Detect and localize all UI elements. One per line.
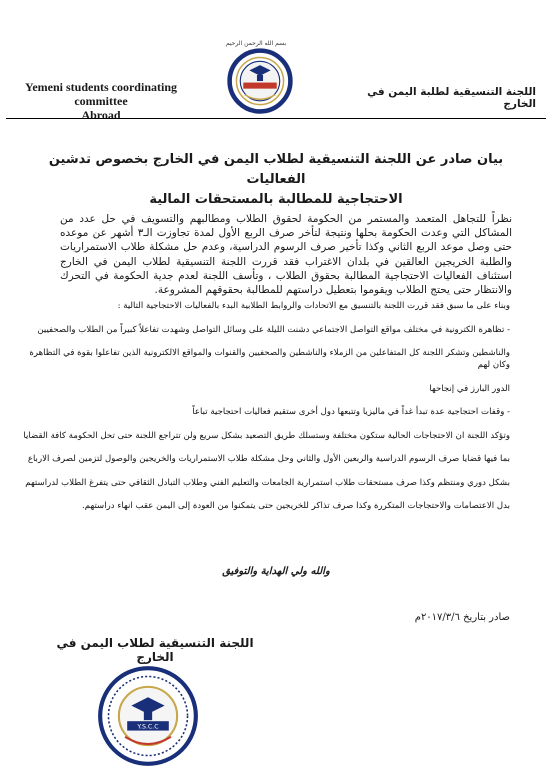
issue-date: صادر بتاريخ ٢٠١٧/٣/٦م	[414, 612, 510, 623]
title-line1: بيان صادر عن اللجنة التنسيقية لطلاب اليمن في الخارج بخصوص تدشين الفعاليات	[48, 152, 504, 187]
handwritten-line: وتؤكد اللجنة ان الاحتجاجات الحالية ستكون مختلفة وستسلك طريق التصعيد بشكل سريع ولن تتراجع اللجنة حتى تحل الحكومة كافة القضايا	[23, 430, 510, 441]
english-name-line2: Abroad	[81, 108, 121, 122]
handwritten-line: وبناء على ما سبق فقد قررت اللجنة بالتنسيق مع الاتحادات والروابط الطلابية البدء بالفعاليات الاحتجاجية التالية :	[117, 301, 510, 311]
english-name-line1: Yemeni students coordinating committee	[24, 80, 177, 108]
handwritten-line: بشكل دوري ومنتظم وكذا صرف مستحقات طلاب استمرارية الجامعات والتعليم الفني وطلاب التبادل الثقافي حتى يتفرغ الطلاب لدراستهم	[25, 477, 510, 488]
header-divider	[6, 118, 546, 119]
seal-badge-text: Y.S.C.C	[137, 723, 159, 731]
committee-logo-icon	[222, 40, 298, 116]
handwritten-line: بدل الاعتصامات والاحتجاجات المتكررة وكذا صرف تذاكر للخريجين حتى يتمكنوا من العودة إلى اليمن عقب انهاء دراستهم.	[82, 501, 510, 511]
logo-caption: بسم الله الرحمن الرحيم	[225, 40, 287, 47]
statement-paragraph: نظراً للتجاهل المتعمد والمستمر من الحكومة لحقوق الطلاب ومطالبهم والتسويف في حل عدد من المشاكل التي وعدت الحكومة بحلها ونتيجة لتأخر صرف الربع الأول لمدة تجاوزت الـ٣ أشهر عن موعده حتى وصل موعد الربع الثاني وكذا تأخير صرف الرسوم الدراسية، وعدم حل مشكلة طلاب الاستمراريات والطلبة الخريجين العالقين في بلدان الاغتراب فقد قررت اللجنة التنسيقية لطلاب اليمن في الخارج استئناف الفعاليات الاحتجاجية المطالبة بحقوق الطلاب ، وتأسف اللجنة لعدم جدية الحكومة في التحرك والانتظار حتى يحتج الطلاب ويقوموا بتعطيل دراستهم للمطالبة بحقوقهم المشروعة.	[60, 213, 512, 297]
handwritten-line: - وقفات احتجاجية عدة تبدأ غداً في ماليزيا وتتبعها دول أخرى ستقيم فعاليات احتجاجية تباعاً	[192, 407, 510, 417]
committee-arabic-name: اللجنة التنسيقية لطلبة اليمن في الخارج	[367, 86, 536, 110]
handwritten-line: بما فيها قضايا صرف الرسوم الدراسية والربعين الأول والثاني وحل مشكلة طلاب الاستمراريات والخريجين والوصول لتزمين لصرف الارباع	[27, 454, 510, 464]
handwritten-line: والناشطين وتشكر اللجنة كل المتفاعلين من الزملاء والناشطين والصحفيين والقنوات والمواقع الالكترونية الذين تفاعلوا بقوة في التظاهرة وكان لهم	[29, 348, 510, 370]
committee-seal-icon	[96, 664, 200, 768]
committee-english-name	[6, 80, 196, 122]
closing-phrase: والله ولي الهداية والتوفيق	[222, 566, 330, 577]
handwritten-line: - تظاهرة الكترونية في مختلف مواقع التواصل الاجتماعي دشنت الليلة على وسائل التواصل وشهدت تفاعلاً كبيراً من الطلاب والصحفيين	[37, 324, 510, 335]
title-line2: الاحتجاجية للمطالبة بالمستحقات المالية	[149, 192, 403, 207]
handwritten-line: الدور البارز في إنجاحها	[429, 383, 510, 394]
statement-title	[40, 150, 512, 210]
handwritten-section	[20, 300, 510, 524]
committee-signature: اللجنة التنسيقية لطلاب اليمن في الخارج	[56, 636, 254, 664]
